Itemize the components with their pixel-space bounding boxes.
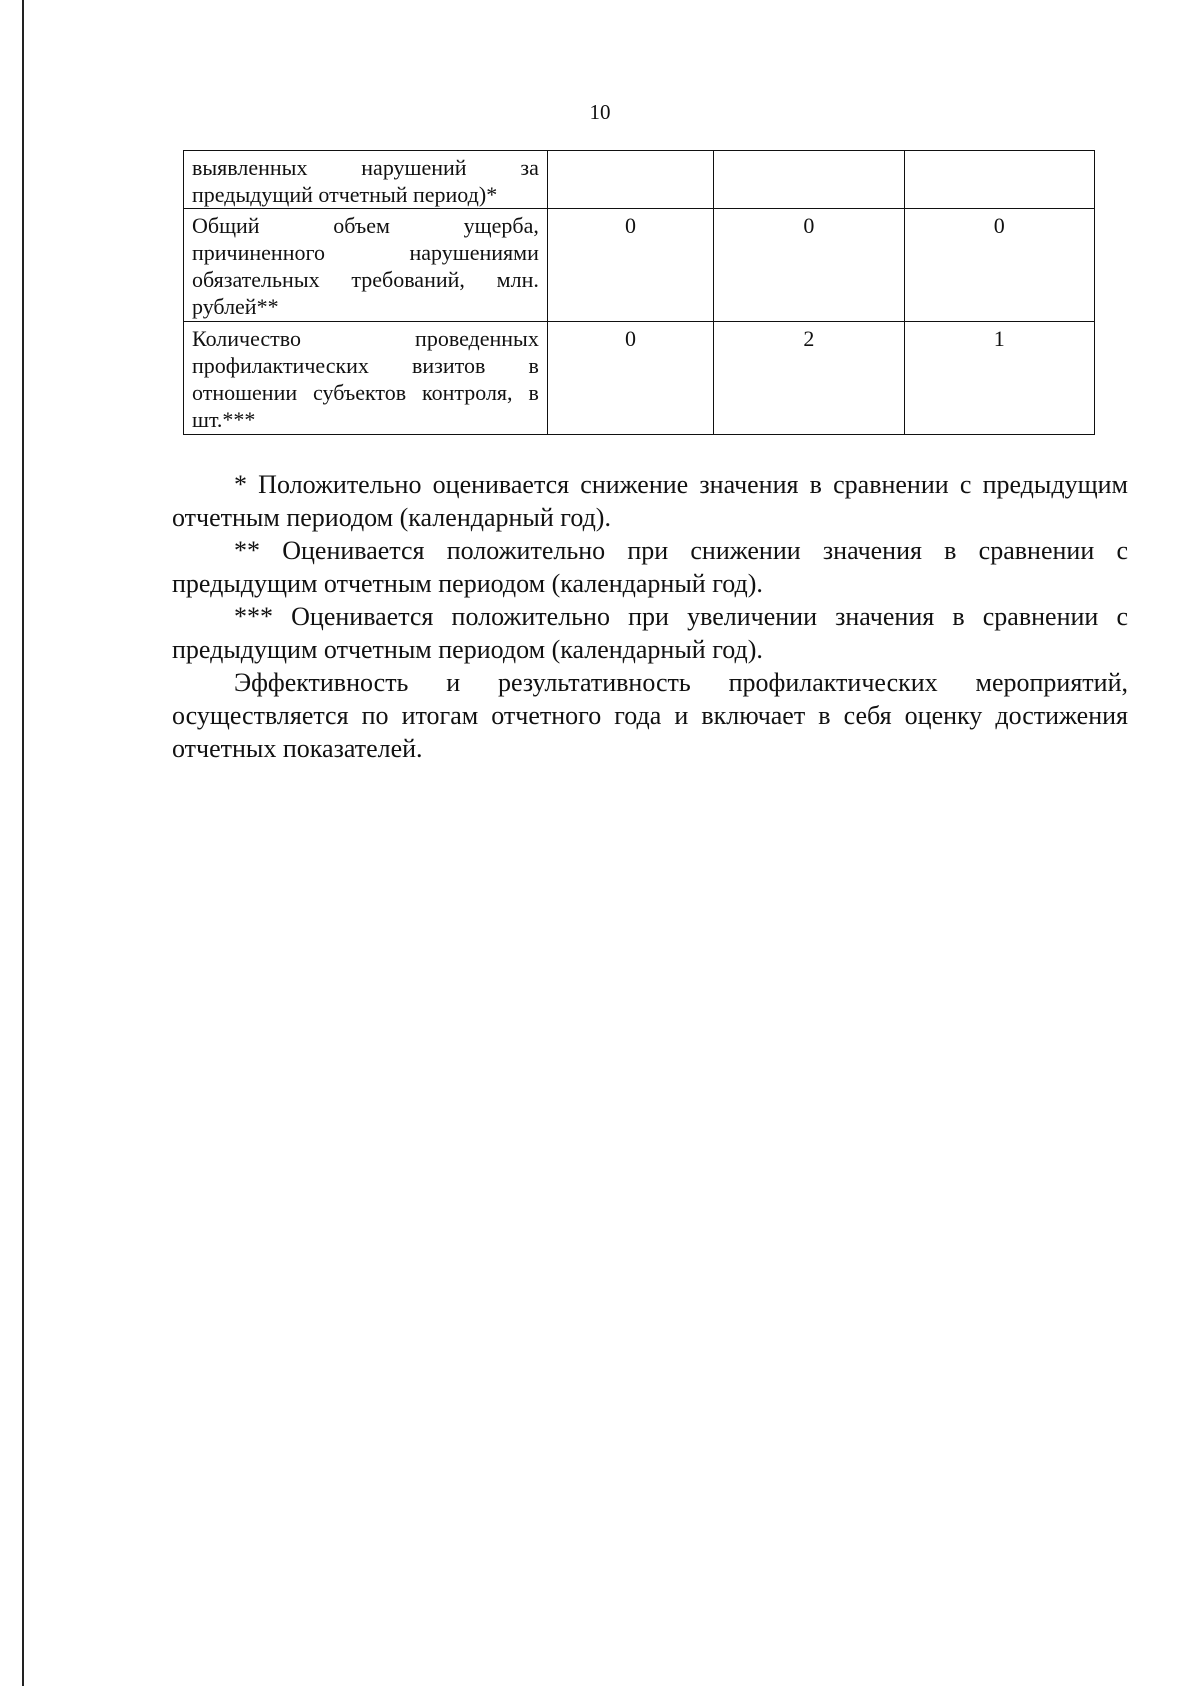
table-row-label: выявленных нарушений за предыдущий отчетный период)* bbox=[184, 151, 548, 209]
table-cell: 0 bbox=[547, 209, 713, 322]
table-cell: 0 bbox=[547, 322, 713, 435]
footnote-1: * Положительно оценивается снижение значения в сравнении с предыдущим отчетным периодом (календарный год). bbox=[172, 470, 1128, 532]
footnote-2: ** Оценивается положительно при снижении значения в сравнении с предыдущим отчетным периодом (календарный год). bbox=[172, 536, 1128, 598]
table-row bbox=[184, 322, 1095, 435]
effectiveness-paragraph: Эффективность и результативность профилактических мероприятий, осуществляется по итогам отчетного года и включает в себя оценку достижения отчетных показателей. bbox=[172, 668, 1128, 763]
table-cell bbox=[714, 151, 904, 209]
table-cell: 1 bbox=[904, 322, 1094, 435]
table-cell bbox=[547, 151, 713, 209]
table-cell: 0 bbox=[904, 209, 1094, 322]
footnotes-section bbox=[172, 468, 1128, 765]
scan-edge-line bbox=[22, 0, 24, 1686]
table-row-label: Количество проведенных профилактических визитов в отношении субъектов контроля, в шт.*** bbox=[184, 322, 548, 435]
table-cell: 2 bbox=[714, 322, 904, 435]
table-cell bbox=[904, 151, 1094, 209]
table-cell: 0 bbox=[714, 209, 904, 322]
table-row bbox=[184, 209, 1095, 322]
table-row bbox=[184, 151, 1095, 209]
indicators-table bbox=[183, 150, 1095, 435]
footnote-3: *** Оценивается положительно при увеличении значения в сравнении с предыдущим отчетным периодом (календарный год). bbox=[172, 602, 1128, 664]
page-number: 10 bbox=[589, 100, 611, 124]
table-row-label: Общий объем ущерба, причиненного нарушениями обязательных требований, млн. рублей** bbox=[184, 209, 548, 322]
